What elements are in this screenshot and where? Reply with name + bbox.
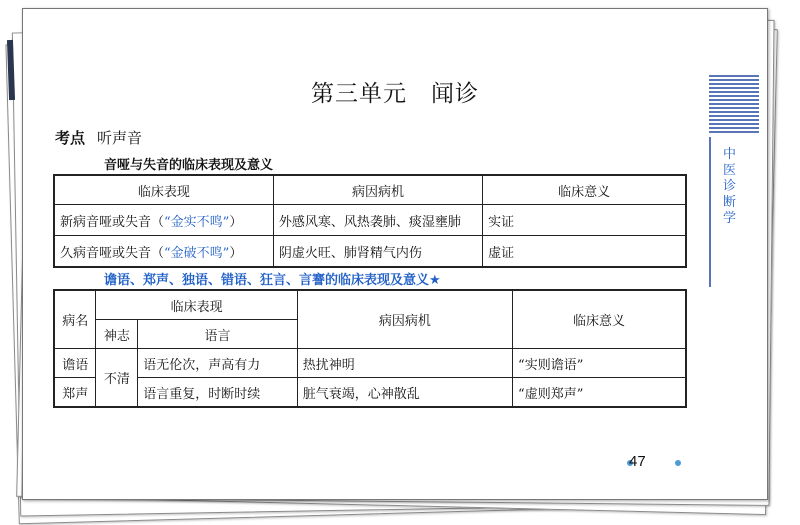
table-row — [54, 236, 686, 268]
page-number-dot-right — [675, 460, 681, 466]
cause-cell: 脏气衰竭，心神散乱 — [297, 378, 512, 408]
clinical-cell — [54, 236, 273, 268]
table-header-row — [54, 175, 686, 205]
topic-text: 听声音 — [97, 129, 143, 147]
name-cell: 谵语 — [54, 349, 96, 378]
header-clinical: 临床表现 — [54, 175, 273, 205]
name-cell: 郑声 — [54, 378, 96, 408]
spirit-cell: 不清 — [96, 349, 138, 408]
section2-heading — [104, 269, 441, 288]
header-meaning: 临床意义 — [483, 175, 686, 205]
cause-cell: 外感风寒、风热袭肺、痰湿壅肺 — [273, 205, 482, 236]
side-tab-label: 中医诊断学 — [723, 147, 737, 226]
cause-cell: 阴虚火旺、肺肾精气内伤 — [273, 236, 482, 268]
star-icon: ★ — [429, 273, 441, 288]
hoarseness-table — [53, 174, 687, 268]
table-row — [54, 378, 686, 408]
topic-label: 考点 — [55, 129, 86, 147]
meaning-cell: 虚证 — [483, 236, 686, 268]
clinical-text: 新病音哑或失音（ — [60, 214, 165, 230]
meaning-cell: 实证 — [483, 205, 686, 236]
header-cause: 病因病机 — [297, 290, 512, 349]
cause-cell: 热扰神明 — [297, 349, 512, 378]
quote-text: “金实不鸣” — [164, 214, 230, 230]
quote-text: “金破不鸣” — [164, 245, 230, 261]
table-row — [54, 349, 686, 378]
delirium-table — [53, 289, 687, 408]
section1-heading: 音哑与失音的临床表现及意义 — [104, 158, 274, 173]
header-spirit: 神志 — [96, 320, 138, 349]
speech-cell: 语无伦次，声高有力 — [138, 349, 298, 378]
side-tab-stripes — [709, 75, 759, 135]
header-cause: 病因病机 — [273, 175, 482, 205]
document-page — [22, 8, 768, 500]
section2-heading-text: 谵语、郑声、独语、错语、狂言、言謇的临床表现及意义 — [104, 273, 430, 288]
meaning-cell: “虚则郑声” — [513, 378, 686, 408]
topic-line — [55, 127, 142, 148]
header-speech: 语言 — [138, 320, 298, 349]
clinical-text: 久病音哑或失音（ — [60, 245, 165, 261]
meaning-cell: “实则谵语” — [513, 349, 686, 378]
speech-cell: 语言重复，时断时续 — [138, 378, 298, 408]
clinical-cell — [54, 205, 273, 236]
clinical-text-end: ） — [229, 245, 243, 261]
side-tab — [709, 75, 759, 226]
clinical-text-end: ） — [229, 214, 243, 230]
header-name: 病名 — [54, 290, 96, 349]
page-title: 第三单元 闻诊 — [311, 81, 479, 107]
header-meaning: 临床意义 — [513, 290, 686, 349]
side-tab-line — [709, 137, 711, 287]
page-number: 47 — [629, 453, 646, 470]
header-clinical: 临床表现 — [96, 290, 297, 320]
table-header-row — [54, 290, 686, 320]
table-row — [54, 205, 686, 236]
